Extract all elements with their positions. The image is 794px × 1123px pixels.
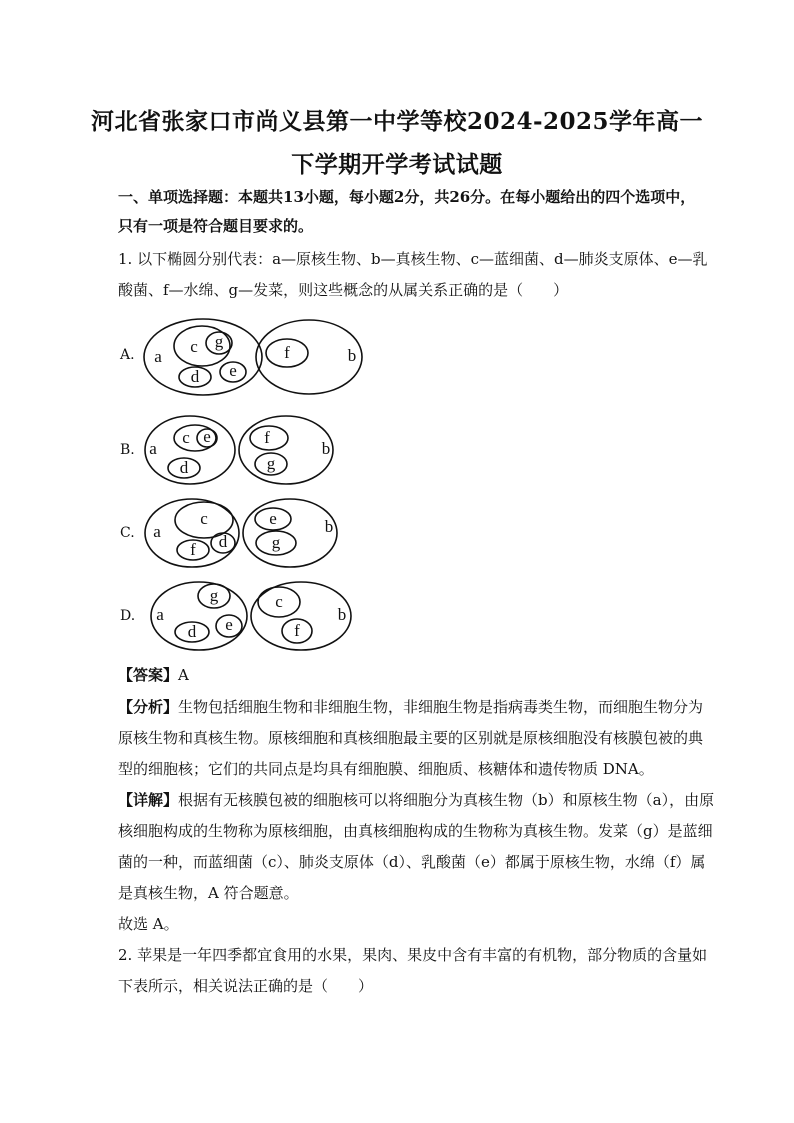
option-a-letter-c: c (190, 336, 198, 356)
answer-value: A (178, 666, 189, 684)
option-b-letter-c: c (182, 427, 190, 447)
option-a-letter-d: d (190, 366, 200, 386)
detail-line2: 核细胞构成的生物称为原核细胞，由真核细胞构成的生物称为真核生物。发菜（g）是蓝细 (118, 822, 713, 840)
option-c-letter-e: e (269, 508, 277, 528)
option-c-letter-b: b (324, 516, 334, 536)
option-d-label: D. (120, 608, 136, 624)
choose-line: 故选 A。 (118, 915, 179, 933)
option-b-letter-a: a (149, 438, 157, 458)
option-c-letter-a: a (153, 521, 161, 541)
document-title-line2: 下学期开学考试试题 (291, 151, 503, 178)
section-heading-line2: 只有一项是符合题目要求的。 (118, 217, 314, 235)
option-a-letter-e: e (229, 360, 237, 380)
option-a-letter-a: a (154, 346, 162, 366)
option-c-diagram (140, 495, 350, 573)
section-heading-line1: 一、单项选择题：本题共13小题，每小题2分，共26分。在每小题给出的四个选项中， (118, 188, 696, 206)
analysis-line3: 型的细胞核；它们的共同点是均具有细胞膜、细胞质、核糖体和遗传物质 DNA。 (118, 760, 654, 778)
answer-tag: 【答案】 (118, 666, 179, 684)
option-d-letter-g: g (209, 585, 219, 605)
option-c-ellipse-b (243, 499, 337, 567)
option-d-ellipse-b (251, 582, 351, 650)
option-d-diagram (140, 578, 360, 656)
question-2-line1: 2. 苹果是一年四季都宜食用的水果，果肉、果皮中含有丰富的有机物，部分物质的含量如 (118, 946, 708, 964)
option-a-ellipse-b (256, 320, 362, 394)
detail-line1 (118, 789, 714, 810)
answer-line (118, 664, 189, 685)
analysis-line2: 原核生物和真核生物。原核细胞和真核细胞最主要的区别就是原核细胞没有核膜包被的典 (118, 729, 704, 747)
option-a-diagram (140, 316, 370, 402)
option-b-letter-f: f (264, 427, 270, 447)
option-d-letter-a: a (156, 604, 164, 624)
analysis-tag: 【分析】 (118, 698, 179, 716)
detail-tag: 【详解】 (118, 791, 179, 809)
option-d-letter-f: f (294, 620, 300, 640)
option-d-letter-c: c (275, 591, 283, 611)
option-a-letter-g: g (214, 331, 224, 351)
option-c-letter-f: f (190, 539, 196, 559)
option-d-letter-e: e (225, 614, 233, 634)
option-b-ellipse-b (239, 416, 333, 484)
option-b-letter-b: b (321, 438, 331, 458)
document-title-line1: 河北省张家口市尚义县第一中学等校2024-2025学年高一 (90, 108, 704, 135)
detail-text-1: 根据有无核膜包被的细胞核可以将细胞分为真核生物（b）和原核生物（a），由原 (178, 791, 715, 809)
option-c-letter-d: d (218, 531, 228, 551)
option-a-label: A. (120, 347, 135, 363)
option-d-letter-d: d (187, 621, 197, 641)
detail-line4: 是真核生物，A 符合题意。 (118, 884, 299, 902)
analysis-line1 (118, 696, 703, 717)
question-2-line2: 下表所示，相关说法正确的是（ ） (118, 977, 374, 995)
option-b-diagram (140, 412, 340, 490)
option-c-label: C. (120, 525, 135, 541)
option-c-letter-c: c (200, 508, 208, 528)
option-b-letter-g: g (266, 453, 276, 473)
question-1-line1: 1. 以下椭圆分别代表：a—原核生物、b—真核生物、c—蓝细菌、d—肺炎支原体、e—乳 (118, 250, 708, 268)
option-b-label: B. (120, 442, 135, 458)
option-c-letter-g: g (271, 532, 281, 552)
detail-line3: 菌的一种，而蓝细菌（c）、肺炎支原体（d）、乳酸菌（e）都属于原核生物，水绵（f）属 (118, 853, 706, 871)
option-d-letter-b: b (337, 604, 347, 624)
question-1-line2: 酸菌、f—水绵、g—发菜，则这些概念的从属关系正确的是（ ） (118, 281, 569, 299)
analysis-text-1: 生物包括细胞生物和非细胞生物，非细胞生物是指病毒类生物，而细胞生物分为 (178, 698, 704, 716)
option-b-letter-d: d (179, 457, 189, 477)
option-b-letter-e: e (203, 426, 211, 446)
option-a-letter-b: b (347, 345, 357, 365)
option-a-letter-f: f (284, 342, 290, 362)
